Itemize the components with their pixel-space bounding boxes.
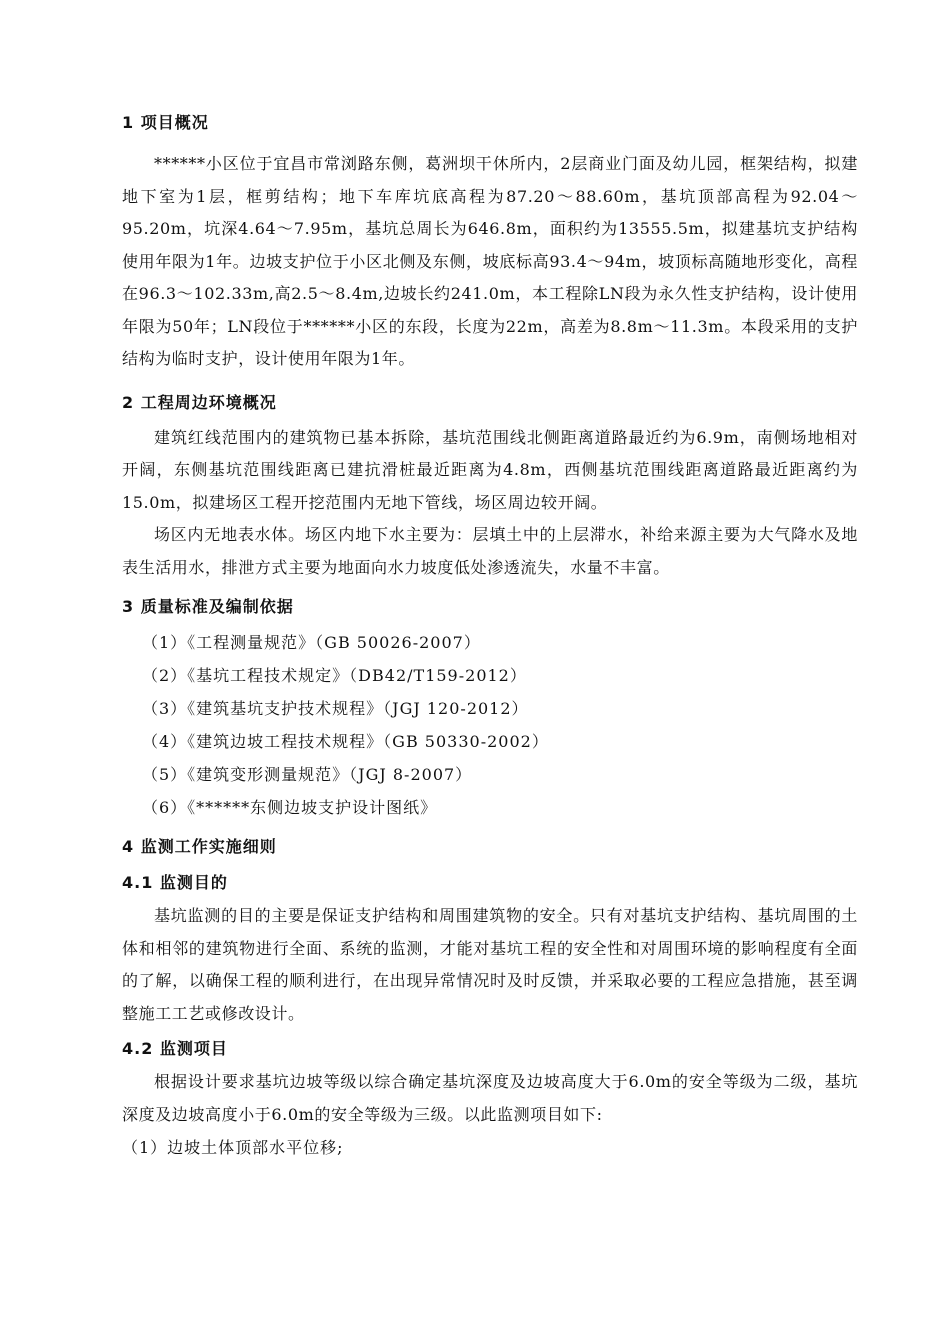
reference-item: （5）《建筑变形测量规范》（JGJ 8-2007） bbox=[142, 765, 473, 784]
section-4-1-heading: 4.1 监测目的 bbox=[122, 873, 228, 892]
reference-item: （4）《建筑边坡工程技术规程》（GB 50330-2002） bbox=[142, 732, 549, 751]
monitoring-item: （1）边坡土体顶部水平位移; bbox=[122, 1138, 344, 1157]
reference-item: （2）《基坑工程技术规定》（DB42/T159-2012） bbox=[142, 666, 527, 685]
section-3-heading: 3 质量标准及编制依据 bbox=[122, 597, 294, 616]
section-2-heading: 2 工程周边环境概况 bbox=[122, 392, 277, 412]
section-4-heading: 4 监测工作实施细则 bbox=[122, 837, 277, 856]
section-4-2-heading: 4.2 监测项目 bbox=[122, 1039, 228, 1058]
section-2-paragraph-1: 建筑红线范围内的建筑物已基本拆除，基坑范围线北侧距离道路最近约为6.9m，南侧场地相对开阔，东侧基坑范围线距离已建抗滑桩最近距离为4.8m，西侧基坑范围线距离道路最近距离约为15.0m，拟建场区工程开挖范围内无地下管线，场区周边较开阔。 bbox=[122, 427, 858, 512]
reference-item: （6）《******东侧边坡支护设计图纸》 bbox=[142, 798, 438, 817]
section-2-paragraph-2: 场区内无地表水体。场区内地下水主要为：层填土中的上层滞水，补给来源主要为大气降水及地表生活用水，排泄方式主要为地面向水力坡度低处渗透流失，水量不丰富。 bbox=[122, 525, 858, 577]
section-4-1-paragraph: 基坑监测的目的主要是保证支护结构和周围建筑物的安全。只有对基坑支护结构、基坑周围的土体和相邻的建筑物进行全面、系统的监测，才能对基坑工程的安全性和对周围环境的影响程度有全面的了解，以确保工程的顺利进行，在出现异常情况时及时反馈，并采取必要的工程应急措施，甚至调整施工工艺或修改设计。 bbox=[122, 906, 858, 1023]
section-1-heading: 1 项目概况 bbox=[122, 113, 209, 132]
section-4-2-paragraph: 根据设计要求基坑边坡等级以综合确定基坑深度及边坡高度大于6.0m的安全等级为二级，基坑深度及边坡高度小于6.0m的安全等级为三级。以此监测项目如下: bbox=[122, 1072, 858, 1124]
reference-item: （3）《建筑基坑支护技术规程》（JGJ 120-2012） bbox=[142, 699, 529, 718]
section-1-paragraph: ******小区位于宜昌市常浏路东侧，葛洲坝干休所内，2层商业门面及幼儿园，框架结构，拟建地下室为1层，框剪结构；地下车库坑底高程为87.20～88.60m，基坑顶部高程为92.04～95.20m，坑深4.64～7.95m，基坑总周长为646.8m，面积约为13555.5m，拟建基坑支护结构使用年限为1年。边坡支护位于小区北侧及东侧，坡底标高93.4～94m，坡顶标高随地形变化，高程在96.3～102.33m,高2.5～8.4m,边坡长约241.0m，本工程除LN段为永久性支护结构，设计使用年限为50年；LN段位于******小区的东段，长度为22m，高差为8.8m～11.3m。本段采用的支护结构为临时支护，设计使用年限为1年。 bbox=[122, 154, 858, 368]
reference-item: （1）《工程测量规范》（GB 50026-2007） bbox=[142, 633, 481, 652]
